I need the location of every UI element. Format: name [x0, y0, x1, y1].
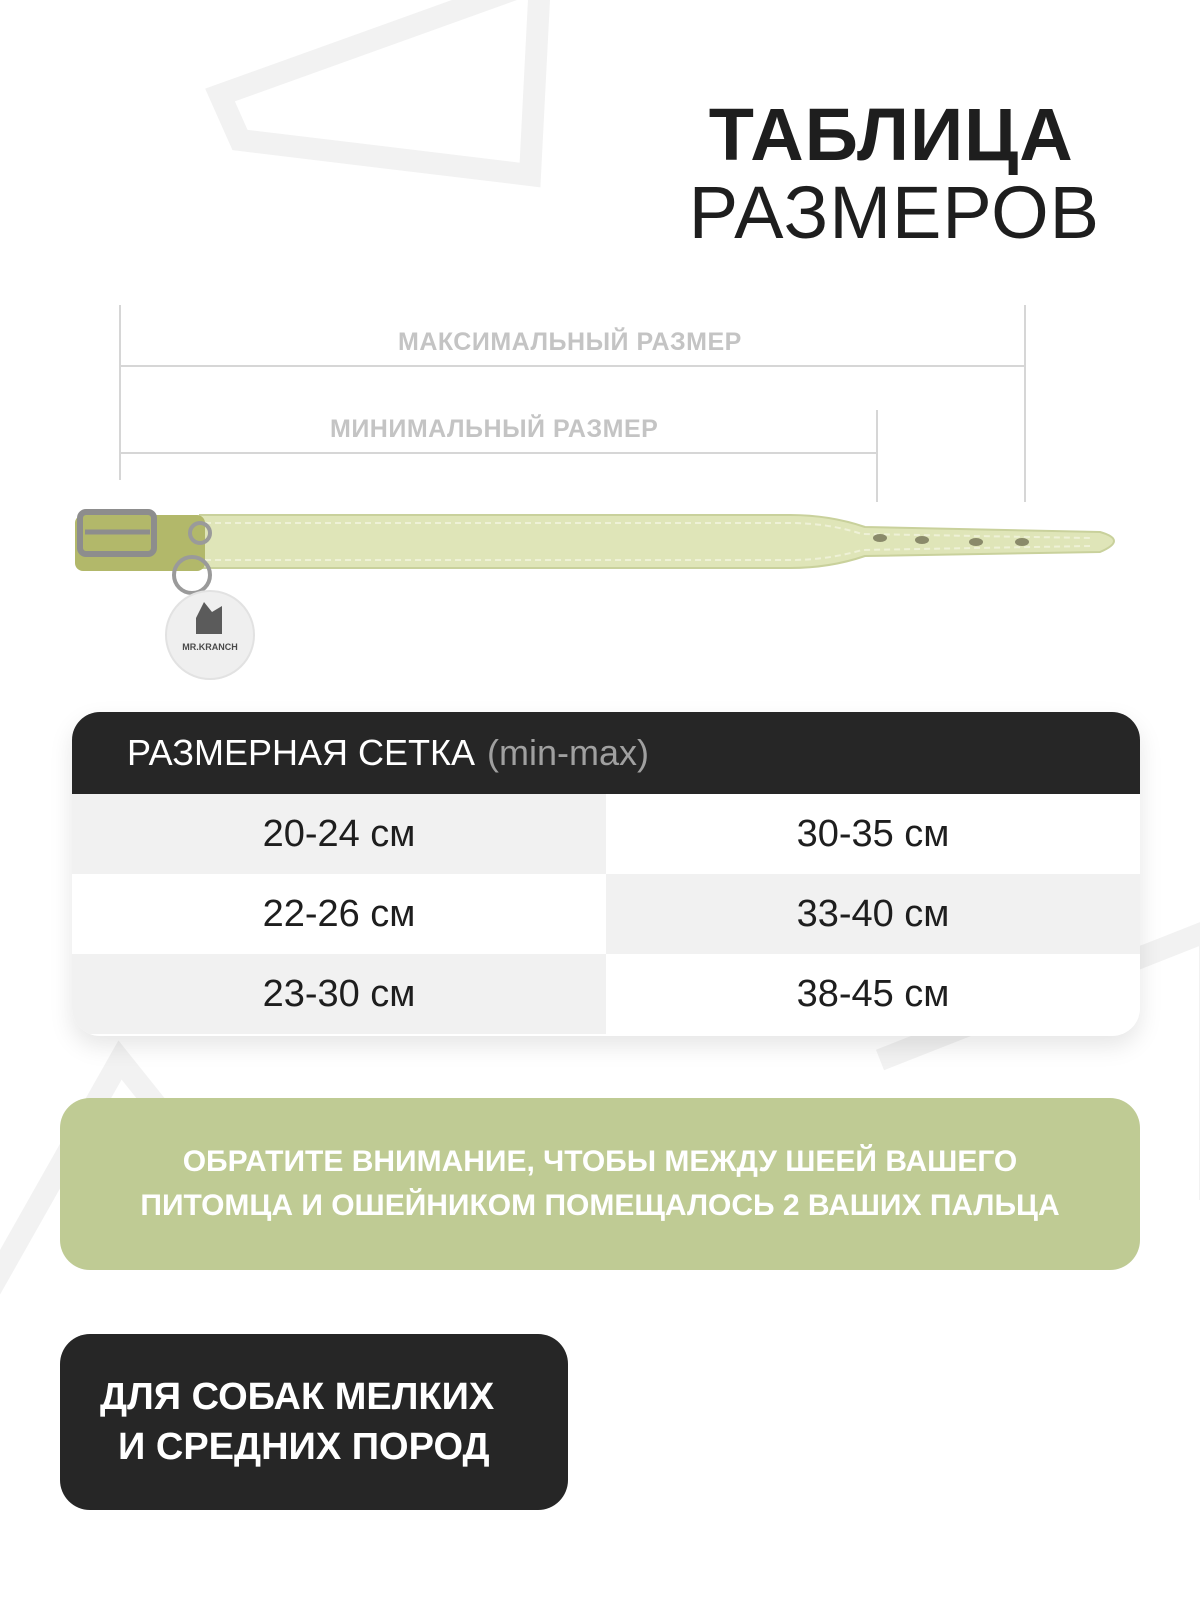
size-cell: 38-45 см	[606, 954, 1140, 1034]
breed-line-2: И СРЕДНИХ ПОРОД	[118, 1426, 490, 1468]
table-heading-unit: (min-max)	[486, 732, 649, 773]
size-cell: 23-30 см	[72, 954, 606, 1034]
breed-line-1: ДЛЯ СОБАК МЕЛКИХ	[100, 1376, 495, 1418]
table-row	[72, 954, 1140, 1034]
max-size-label: МАКСИМАЛЬНЫЙ РАЗМЕР	[398, 328, 742, 356]
size-cell: 30-35 см	[606, 794, 1140, 874]
table-row	[72, 794, 1140, 874]
size-cell: 33-40 см	[606, 874, 1140, 954]
table-row	[72, 874, 1140, 954]
table-header	[72, 712, 1140, 794]
size-table	[72, 712, 1140, 1036]
page-title	[688, 93, 1100, 254]
breed-badge	[60, 1334, 568, 1510]
min-size-label: МИНИМАЛЬНЫЙ РАЗМЕР	[330, 415, 659, 443]
fit-note	[60, 1098, 1140, 1270]
title-line-2: РАЗМЕРОВ	[688, 171, 1100, 254]
size-cell: 22-26 см	[72, 874, 606, 954]
title-line-1: ТАБЛИЦА	[708, 93, 1074, 176]
size-cell: 20-24 см	[72, 794, 606, 874]
note-line-1: ОБРАТИТЕ ВНИМАНИЕ, ЧТОБЫ МЕЖДУ ШЕЕЙ ВАШЕГО	[182, 1145, 1018, 1178]
table-heading: РАЗМЕРНАЯ СЕТКА	[127, 732, 475, 773]
collar-illustration	[0, 480, 1200, 680]
note-line-2: ПИТОМЦА И ОШЕЙНИКОМ ПОМЕЩАЛОСЬ 2 ВАШИХ ПАЛЬЦА	[140, 1189, 1060, 1222]
tag-brand-text: MR.KRANCH	[182, 642, 238, 652]
